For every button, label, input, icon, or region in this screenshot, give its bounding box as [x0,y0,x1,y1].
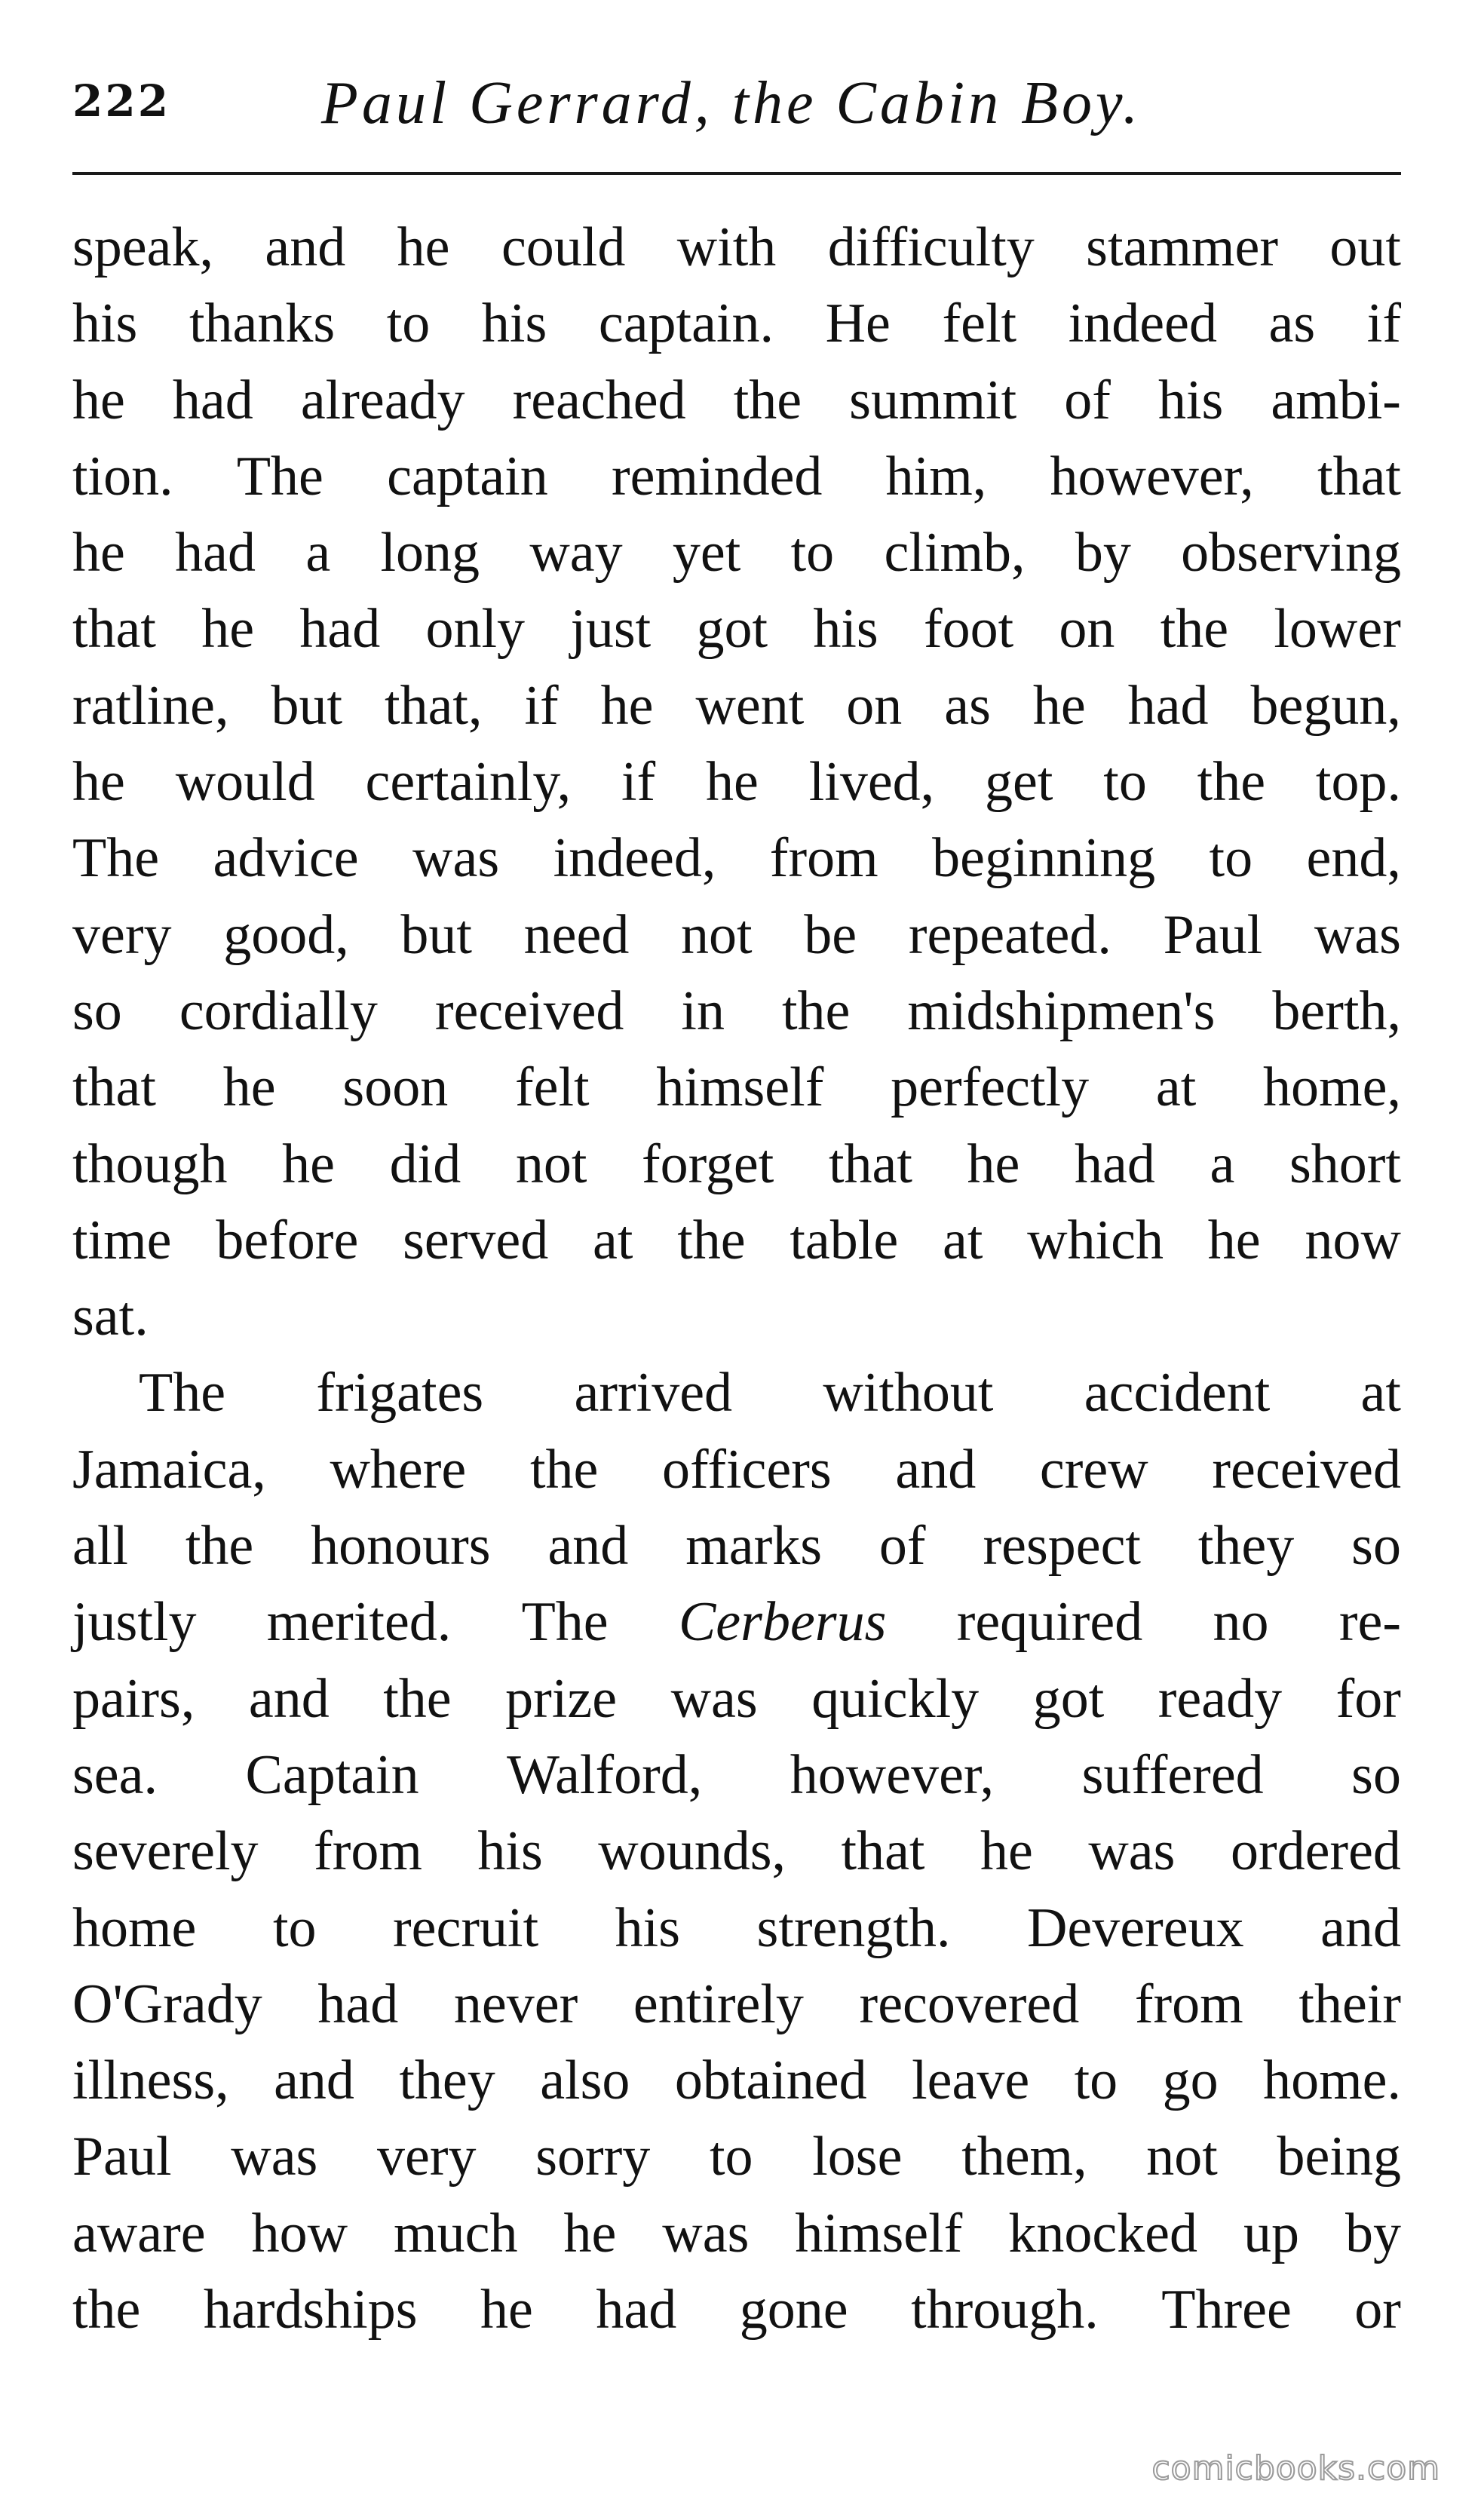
word: was [1088,1820,1176,1883]
word: sat. [72,1286,149,1348]
word: aware [72,2202,206,2264]
word: that [828,1133,912,1195]
word: indeed [1068,293,1217,355]
word: in [681,980,725,1042]
word: and [248,1667,330,1730]
word: was [662,2202,750,2264]
word: table [790,1209,899,1271]
word: midshipmen's [907,980,1216,1042]
word: where [330,1438,467,1501]
text-line [72,1432,1401,1508]
word: O'Grady [72,1973,262,2035]
text-line [72,1127,1401,1203]
word: ready [1157,1667,1283,1730]
word: very [72,903,172,966]
word: that [72,598,156,661]
word: he [1207,1209,1261,1271]
word: for [1335,1667,1401,1730]
word: merited. [266,1591,452,1654]
word: if [621,751,656,814]
word: he [201,598,255,661]
word: and [547,1515,629,1578]
text-line [72,439,1401,515]
word: had [317,1973,399,2035]
text-line [72,515,1401,591]
text-line [72,1508,1401,1584]
word: captain. [598,293,774,355]
word: lower [1274,598,1401,661]
word: berth, [1272,980,1401,1042]
word: at [1360,1362,1401,1424]
word: short [1289,1133,1401,1195]
word: received [1212,1438,1401,1501]
word: knocked [1008,2202,1198,2264]
word: captain [387,445,548,507]
word: and [895,1438,977,1501]
word: get [985,751,1053,814]
word: begun, [1250,674,1401,737]
word: so [1351,1743,1401,1806]
word: could [501,216,626,278]
word: the [72,2279,141,2341]
word: at [593,1209,633,1271]
word: was [412,827,500,890]
word: he [600,674,654,737]
word: crew [1039,1438,1148,1501]
word: had [1127,674,1209,737]
word: yet [672,522,741,584]
word: on [1059,598,1115,661]
word: frigates [316,1362,484,1424]
word: he [72,522,125,584]
word: never [453,1973,578,2035]
word: only [425,598,526,661]
word: did [389,1133,461,1195]
word: recovered [859,1973,1080,2035]
word: if [524,674,559,737]
word: home [72,1896,197,1959]
word: long [380,522,480,584]
word: Devereux [1026,1896,1244,1959]
word: Paul [1163,903,1263,966]
word: a [305,522,331,584]
word: the [383,1667,452,1730]
word: reached [512,369,686,431]
word: of [878,1515,926,1578]
word: without [823,1362,994,1424]
word: but [400,903,472,966]
word: The [139,1362,226,1424]
word: their [1298,1973,1401,2035]
word: very [377,2126,477,2188]
word: out [1329,216,1401,278]
word: certainly, [365,751,572,814]
word: soon [342,1056,449,1119]
word: officers [662,1438,832,1501]
page-number: 222 [72,75,171,127]
word: sea. [72,1743,158,1806]
word: way [529,522,623,584]
word: to [386,293,431,355]
text-line [72,1203,1401,1279]
word: severely [72,1820,259,1883]
text-line [72,210,1401,286]
word: to [1103,751,1147,814]
word: but [271,674,343,737]
word: served [403,1209,549,1271]
word: though [72,1133,228,1195]
word: to [710,2126,753,2188]
text-line [72,1967,1401,2043]
word: however, [790,1743,995,1806]
text-line [72,1584,1401,1660]
text-line [72,1814,1401,1890]
word: at [942,1209,983,1271]
word: himself [656,1056,824,1119]
word: Paul [72,2126,172,2188]
text-line [72,897,1401,973]
word: summit [849,369,1017,431]
word: he [282,1133,336,1195]
page-header [72,69,1401,152]
word: the [529,1438,599,1501]
word: being [1277,2126,1401,2188]
word: already [300,369,465,431]
word: at [1155,1056,1197,1119]
text-line [72,1737,1401,1814]
word: that [1317,445,1401,507]
word: illness, [72,2050,229,2112]
word: the [1160,598,1229,661]
text-line [72,2043,1401,2119]
word: foot [923,598,1014,661]
text-line [72,1279,1401,1355]
word: reminded [611,445,823,507]
word: suffered [1081,1743,1264,1806]
word: repeated. [908,903,1111,966]
header-rule [72,172,1401,175]
word: not [515,1133,587,1195]
word: he [72,369,125,431]
word: lived, [808,751,935,814]
word: Cerberus [678,1591,887,1654]
word: that, [385,674,483,737]
word: had [596,2279,677,2341]
word: was [670,1667,758,1730]
word: be [804,903,857,966]
text-line [72,2196,1401,2272]
word: time [72,1209,172,1271]
word: The [72,827,160,890]
word: he [397,216,450,278]
word: his [813,598,878,661]
word: entirely [633,1973,804,2035]
text-line [72,668,1401,744]
word: much [394,2202,518,2264]
word: was [231,2126,318,2188]
text-line [72,973,1401,1050]
text-line [72,1661,1401,1737]
word: pairs, [72,1667,195,1730]
word: of [1064,369,1111,431]
word: advice [213,827,359,890]
word: stammer [1086,216,1278,278]
word: honours [311,1515,491,1578]
word: respect [983,1515,1141,1578]
text-line [72,2272,1401,2348]
word: difficulty [827,216,1035,278]
word: home. [1263,2050,1401,2112]
word: Three [1161,2279,1292,2341]
word: He [825,293,891,355]
word: sorry [535,2126,651,2188]
word: cordially [179,980,378,1042]
word: got [696,598,768,661]
word: to [1074,2050,1118,2112]
word: felt [514,1056,590,1119]
word: however, [1050,445,1254,507]
word: by [1075,522,1131,584]
text-line [72,1050,1401,1126]
text-line [72,591,1401,667]
word: he [706,751,759,814]
word: ordered [1230,1820,1401,1883]
word: from [314,1820,422,1883]
word: from [1134,1973,1243,2035]
text-line [72,2119,1401,2195]
word: which [1027,1209,1164,1271]
word: had [172,369,253,431]
body-text [72,210,1401,2348]
text-line [72,1890,1401,1967]
word: obtained [674,2050,867,2112]
word: lose [812,2126,903,2188]
word: arrived [574,1362,733,1424]
word: to [1209,827,1253,890]
text-line [72,286,1401,362]
word: he [967,1133,1020,1195]
word: on [846,674,903,737]
word: that [72,1056,156,1119]
word: he [980,1820,1033,1883]
word: speak, [72,216,213,278]
word: perfectly [891,1056,1090,1119]
word: they [1197,1515,1295,1578]
word: ratline, [72,674,229,737]
word: leave [912,2050,1030,2112]
word: had [1075,1133,1155,1195]
word: with [676,216,777,278]
word: he [480,2279,533,2341]
watermark: comicbooks.com [1151,2449,1440,2488]
word: hardships [203,2279,418,2341]
word: felt [942,293,1017,355]
word: before [216,1209,359,1271]
word: ambi- [1271,369,1401,431]
word: he [72,751,125,814]
word: need [523,903,630,966]
word: good, [223,903,349,966]
word: beginning [932,827,1156,890]
word: his [615,1896,681,1959]
word: all [72,1515,128,1578]
word: he [1032,674,1086,737]
word: The [236,445,323,507]
word: a [1210,1133,1235,1195]
word: Jamaica, [72,1438,266,1501]
word: also [540,2050,630,2112]
word: as [1268,293,1316,355]
text-line [72,1355,1401,1431]
word: by [1344,2202,1401,2264]
word: marks [685,1515,823,1578]
word: The [521,1591,609,1654]
word: himself [795,2202,963,2264]
word: received [434,980,624,1042]
word: to [272,1896,317,1959]
word: strength. [756,1896,951,1959]
word: Walford, [507,1743,703,1806]
word: or [1354,2279,1401,2341]
word: they [399,2050,495,2112]
word: his [477,1820,543,1883]
word: him, [885,445,987,507]
word: had [175,522,256,584]
word: thanks [189,293,336,355]
word: the [185,1515,254,1578]
word: that [841,1820,925,1883]
word: and [265,216,346,278]
word: his [72,293,138,355]
word: got [1032,1667,1105,1730]
word: Captain [245,1743,419,1806]
word: wounds, [598,1820,786,1883]
word: no [1213,1591,1269,1654]
word: and [274,2050,354,2112]
word: had [299,598,381,661]
text-line [72,744,1401,820]
word: climb, [884,522,1026,584]
word: to [790,522,835,584]
word: was [1314,903,1401,966]
word: he [563,2202,617,2264]
running-title: Paul Gerrard, the Cabin Boy. [321,70,1142,136]
word: prize [505,1667,618,1730]
text-line [72,363,1401,439]
word: through. [911,2279,1099,2341]
word: forget [641,1133,774,1195]
word: the [733,369,802,431]
word: top. [1315,751,1401,814]
word: and [1320,1896,1401,1959]
word: home, [1263,1056,1401,1119]
word: indeed, [553,827,716,890]
word: he [222,1056,276,1119]
word: tion. [72,445,173,507]
word: just [570,598,652,661]
word: go [1162,2050,1219,2112]
word: them, [961,2126,1087,2188]
word: so [1351,1515,1401,1578]
word: would [175,751,315,814]
word: from [769,827,878,890]
word: up [1243,2202,1299,2264]
word: quickly [811,1667,980,1730]
text-line [72,820,1401,897]
word: his [481,293,547,355]
word: the [781,980,851,1042]
word: how [251,2202,348,2264]
word: not [1146,2126,1218,2188]
word: not [681,903,753,966]
word: so [72,980,122,1042]
word: observing [1181,522,1401,584]
word: gone [739,2279,848,2341]
word: justly [72,1591,197,1654]
word: the [677,1209,746,1271]
word: his [1157,369,1224,431]
word: the [1197,751,1266,814]
word: went [695,674,805,737]
word: required [956,1591,1143,1654]
word: if [1366,293,1401,355]
word: now [1305,1209,1401,1271]
word: accident [1084,1362,1271,1424]
word: re- [1338,1591,1401,1654]
word: end, [1306,827,1401,890]
word: as [944,674,991,737]
word: recruit [393,1896,539,1959]
